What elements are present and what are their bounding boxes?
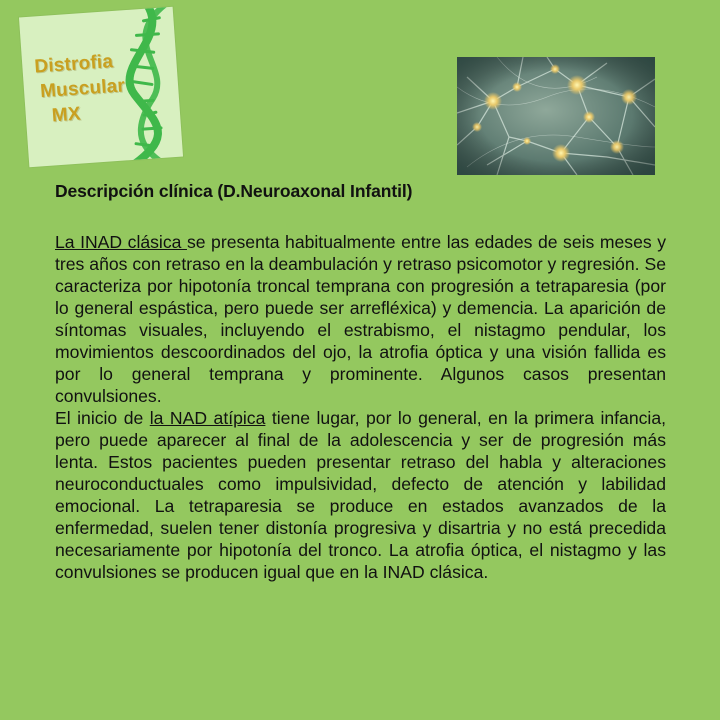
atypical-nad-term: la NAD atípica (149, 408, 266, 428)
logo-line-1: Distrofia (33, 51, 114, 78)
classic-inad-text: se presenta habitualmente entre las edades de seis meses y tres años con retraso en la deambulación y retraso psicomotor y regresión. Se caracteriza por hipotonía troncal temprana con progresión a tetraparesia (por lo general espástica, pero puede ser arrefléxica) y demencia. La aparición de síntomas visuales, incluyendo el estrabismo, el nistagmo pendular, los movimientos descoordinados del ojo, la atrofia óptica y una visión fallida es por lo general temprana y prominente. Algunos casos presentan convulsiones. (55, 232, 667, 406)
paragraph-classic-inad (55, 231, 666, 407)
classic-inad-term: La INAD clásica (55, 232, 187, 252)
atypical-nad-prefix: El inicio de (55, 408, 150, 428)
section-title: Descripción clínica (D.Neuroaxonal Infantil) (55, 181, 413, 201)
atypical-nad-text: tiene lugar, por lo general, en la primera infancia, pero puede aparecer al final de la adolescencia y ser de progresión más lenta. Estos pacientes pueden presentar retraso del habla y alteraciones neuroconductuales como impulsividad, defecto de atención y labilidad emocional. La tetraparesia se produce en estados avanzados de la enfermedad, suelen tener distonía progresiva y disartria y no está precedida necesariamente por hipotonía del tronco. La atrofia óptica, el nistagmo y las convulsiones se producen igual que en la INAD clásica. (55, 408, 666, 582)
logo-line-3: MX (51, 103, 82, 127)
logo-line-2: Muscular (39, 75, 126, 103)
paragraph-atypical-nad (55, 407, 666, 583)
description-body (55, 231, 666, 583)
logo-text (34, 48, 128, 129)
neuron-cells-image (457, 57, 655, 175)
logo (19, 7, 183, 167)
